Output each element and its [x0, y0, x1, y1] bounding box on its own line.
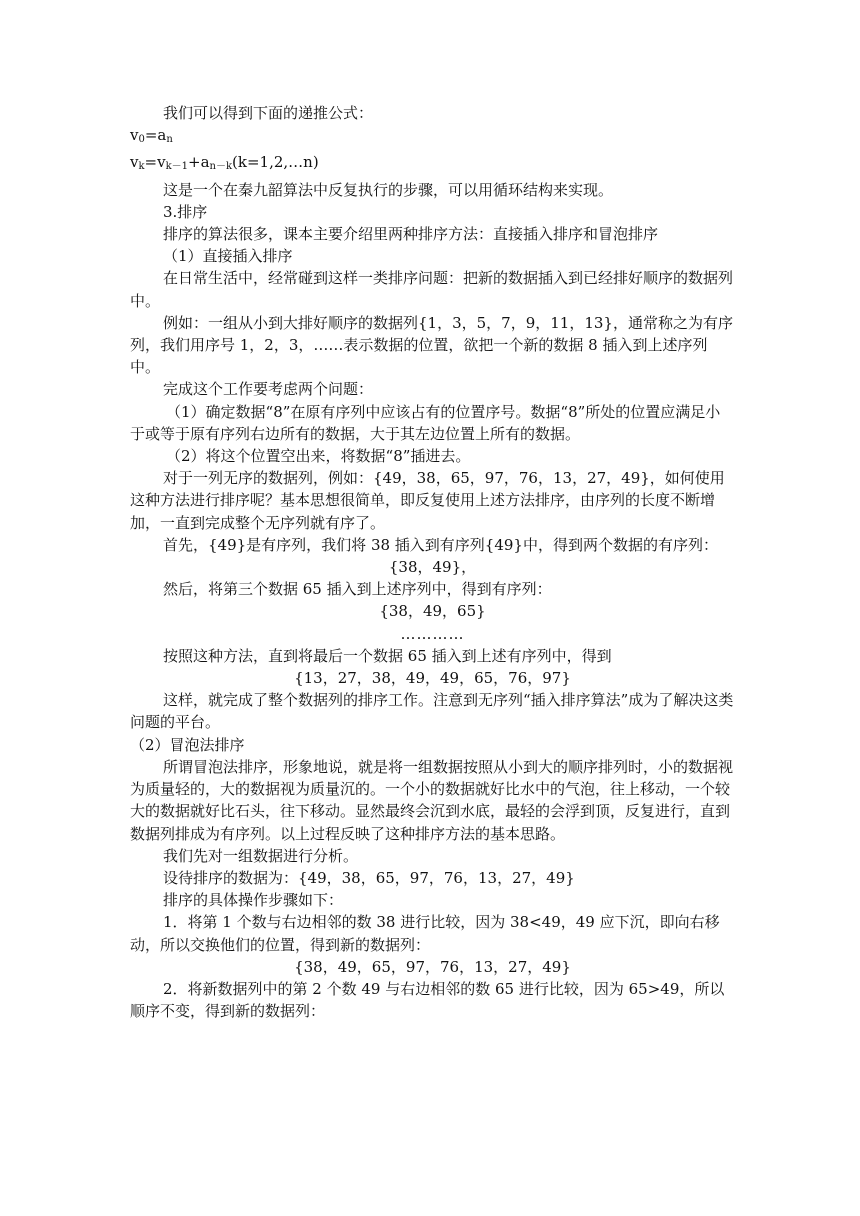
insertion-paragraph-7: 按照这种方法，直到将最后一个数据 65 插入到上述有序列中，得到	[163, 646, 612, 665]
subheading-insertion-sort: （1）直接插入排序	[163, 247, 293, 266]
insertion-question-2: （2）将这个位置空出来，将数据“8”插进去。	[166, 447, 471, 466]
insertion-paragraph-4: 对于一列无序的数据列，例如：{49，38，65，97，76，13，27，49}，如何使用这种方法进行排序呢？基本思想很简单，即反复使用上述方法排序，由序列的长度不断增加，一直到完成整个无序列就有序了。	[130, 469, 725, 532]
formula-v0	[130, 124, 735, 151]
insertion-paragraph-5: 首先，{49}是有序列，我们将 38 插入到有序列{49}中，得到两个数据的有序列：	[163, 535, 718, 554]
insertion-paragraph-2: 例如：一组从小到大排好顺序的数据列{1，3，5，7，9，11，13}，通常称之为有序列，我们用序号 1，2，3，……表示数据的位置，欲把一个新的数据 8 插入到上述序列中。	[130, 313, 733, 377]
formula-vk	[130, 151, 735, 178]
sequence-sorted: {13，27，38，49，49，65，76，97}	[294, 669, 571, 688]
insertion-paragraph-3: 完成这个工作要考虑两个问题：	[163, 380, 374, 399]
formula-vk-sub: k	[138, 161, 145, 173]
insertion-paragraph-1: 在日常生活中，经常碰到这样一类排序问题：把新的数据插入到已经排好顺序的数据列中。	[130, 269, 734, 310]
sequence-ellipsis: …………	[400, 624, 465, 643]
bubble-paragraph-2: 我们先对一组数据进行分析。	[163, 846, 359, 865]
bubble-paragraph-1: 所谓冒泡法排序，形象地说，就是将一组数据按照从小到大的顺序排列时，小的数据视为质量轻的，大的数据视为质量沉的。一个小的数据就好比水中的气泡，往上移动，一个较大的数据就好比石头，往下移动。显然最终会沉到水底，最轻的会浮到顶，反复进行，直到数据列排成为有序列。以上过程反映了这种排序方法的基本思路。	[130, 757, 734, 843]
formula-v0-eq: =a	[144, 126, 167, 145]
bubble-paragraph-3: 设待排序的数据为：{49，38，65，97，76，13，27，49}	[163, 868, 575, 887]
formula-vk-plus: +a	[188, 153, 210, 172]
bubble-step-2: 2．将新数据列中的第 2 个数 49 与右边相邻的数 65 进行比较，因为 65>49，所以顺序不变，得到新的数据列：	[130, 979, 725, 1021]
bubble-step-1: 1．将第 1 个数与右边相邻的数 38 进行比较，因为 38<49，49 应下沉，即向右移动，所以交换他们的位置，得到新的数据列：	[130, 913, 720, 954]
sort-intro-paragraph: 排序的算法很多，课本主要介绍里两种排序方法：直接插入排序和冒泡排序	[163, 225, 659, 244]
bubble-paragraph-4: 排序的具体操作步骤如下：	[163, 891, 344, 910]
formula-v0-eq-sub: n	[166, 134, 173, 146]
formula-vk-eq: =v	[144, 153, 166, 172]
formula-v0-var: v	[130, 126, 139, 145]
insertion-paragraph-6: 然后，将第三个数据 65 插入到上述序列中，得到有序列：	[163, 580, 552, 599]
sequence-step-1: {38，49}，	[388, 558, 477, 577]
subheading-bubble-sort: （2）冒泡法排序	[130, 735, 245, 754]
sequence-bubble-1: {38，49，65，97，76，13，27，49}	[294, 957, 571, 976]
formula-vk-plus-sub: n－k	[209, 161, 233, 173]
section-heading-sort: 3.排序	[163, 202, 208, 221]
insertion-paragraph-8: 这样，就完成了整个数据列的排序工作。注意到无序列“插入排序算法”成为了解决这类问题的平台。	[130, 691, 734, 732]
formula-vk-eq-sub: k－1	[165, 161, 189, 173]
insertion-question-1: （1）确定数据“8”在原有序列中应该占有的位置序号。数据“8”所处的位置应满足小于或等于原有序列右边所有的数据，大于其左边位置上所有的数据。	[130, 402, 721, 443]
formula-intro: 我们可以得到下面的递推公式：	[163, 104, 374, 122]
sequence-step-2: {38，49，65}	[379, 602, 486, 621]
formula-vk-range: (k=1,2,…n)	[232, 153, 319, 172]
formula-v0-sub: 0	[138, 134, 145, 146]
formula-vk-var: v	[130, 153, 139, 172]
document-body	[130, 102, 735, 1022]
loop-paragraph: 这是一个在秦九韶算法中反复执行的步骤，可以用循环结构来实现。	[163, 180, 614, 199]
